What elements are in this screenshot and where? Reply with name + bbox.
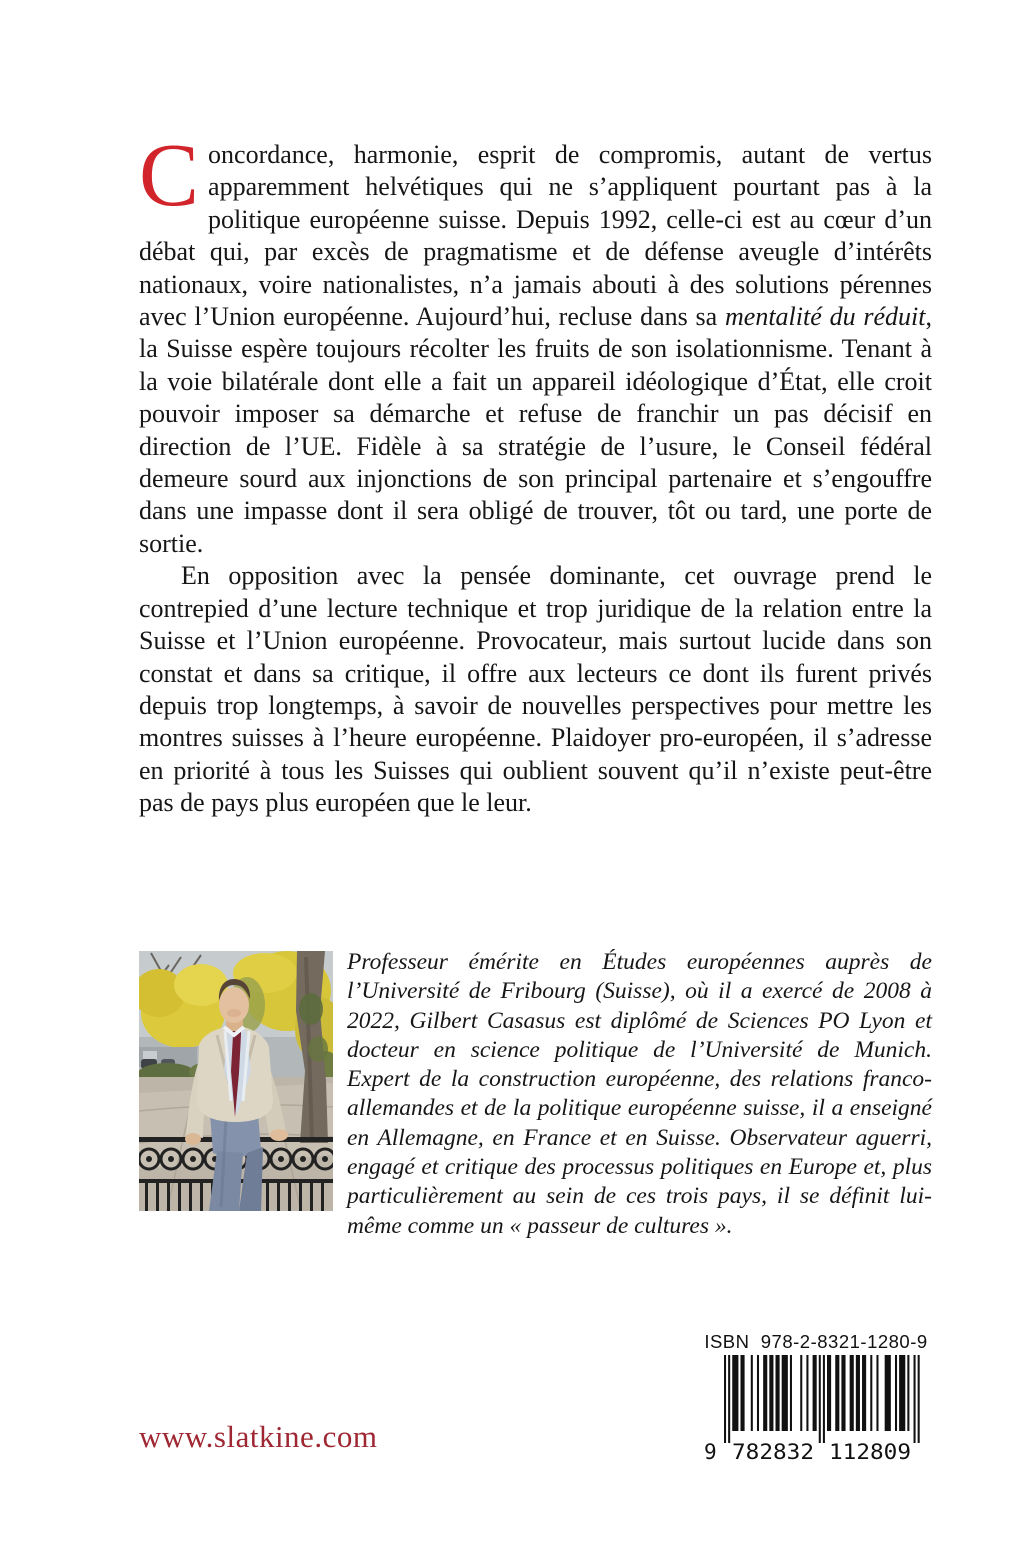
synopsis-paragraph-2: En opposition avec la pensée dominante, cet ouvrage prend le contrepied d’une lecture technique et trop juridique de la relation entre la Suisse et l’Union européenne. Provocateur, mais surtout lucide dans son constat et dans sa critique, il offre aux lecteurs ce dont ils furent privés depuis trop longtemps, à savoir de nouvelles perspectives pour mettre les montres suisses à l’heure européenne. Plaidoyer pro-européen, il s’adresse en priorité à tous les Suisses qui oublient souvent qu’il n’existe peut-être pas de pays plus européen que le leur. <box>139 561 932 818</box>
isbn-label: ISBN 978-2-8321-1280-9 <box>704 1331 928 1352</box>
author-bio-text: Professeur émérite en Études européennes auprès de l’Université de Fribourg (Suisse), où il a exercé de 2008 à 2022, Gilbert Casasus est diplômé de Sciences PO Lyon et docteur en science politique de l’Université de Munich. Expert de la construction européenne, des relations franco-allemandes et de la politique européenne suisse, il a enseigné en Allemagne, en France et en Suisse. Observateur aguerri, engagé et critique des processus politiques en Europe et, plus particulièrement au sein de ces trois pays, il se définit lui-même comme un « passeur de cultures ». <box>347 949 932 1239</box>
paragraph1-text: oncordance, harmonie, esprit de compromis, autant de vertus apparemment helvétiques qui ne s’appliquent pourtant pas à la politique européenne suisse. Depuis 1992, celle-ci est au cœur d’un débat qui, par excès de pragmatisme et de défense aveugle d’intérêts nationaux, voire nationalistes, n’a jamais abouti à des solutions pérennes avec l’Union européenne. Aujourd’hui, recluse dans sa <box>139 140 932 332</box>
ean13-barcode <box>700 1355 932 1463</box>
paragraph1-text-continued: , la Suisse espère toujours récolter les fruits de son isolationnisme. Tenant à la voie bilatérale dont elle a fait un appareil idéologique d’État, elle croit pouvoir imposer sa démarche et refuse de franchir un pas décisif en direction de l’UE. Fidèle à sa stratégie de l’usure, le Conseil fédéral demeure sourd aux injonctions de son principal partenaire et s’engouffre dans une impasse dont il sera obligé de trouver, tôt ou tard, une porte de sortie. <box>139 302 932 558</box>
dropcap-letter: C <box>139 126 200 225</box>
barcode-digits-left: 782832 <box>732 1440 814 1463</box>
paragraph1-italic-phrase: mentalité du réduit <box>725 302 926 332</box>
barcode-digit-first: 9 <box>704 1440 717 1463</box>
synopsis-paragraph-1 <box>139 126 932 560</box>
author-photo <box>139 951 333 1211</box>
barcode-digits-right: 112809 <box>829 1440 911 1463</box>
isbn-block <box>699 1330 933 1463</box>
synopsis <box>139 126 932 820</box>
author-bio-section <box>139 948 932 1241</box>
publisher-website: www.slatkine.com <box>139 1419 378 1454</box>
